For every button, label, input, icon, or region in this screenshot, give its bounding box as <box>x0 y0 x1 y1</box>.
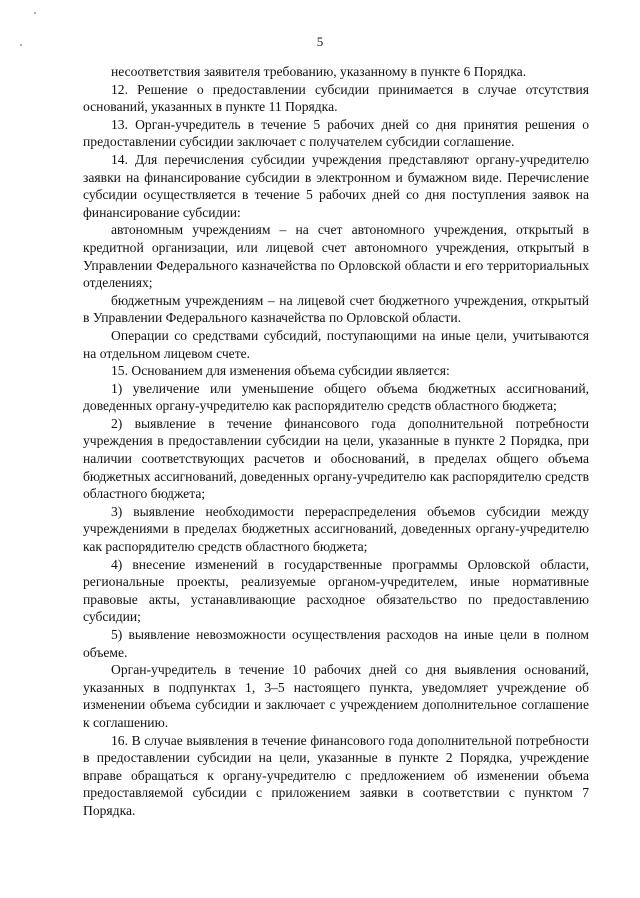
paragraph-item-12: 12. Решение о предоставлении субсидии принимается в случае отсутствия оснований, указанных в пункте 11 Порядка. <box>83 81 589 115</box>
paragraph-subitem-1: 1) увеличение или уменьшение общего объема бюджетных ассигнований, доведенных органу-учредителю как распорядителю средств областного бюджета; <box>83 380 589 414</box>
paragraph-continuation: несоответствия заявителя требованию, указанному в пункте 6 Порядка. <box>111 64 527 79</box>
paragraph-subitem-2: 2) выявление в течение финансового года дополнительной потребности учреждения в предоставлении субсидии на цели, указанные в пункте 2 Порядка, при наличии соответствующих расчетов и обоснований, в пределах общего объема бюджетных ассигнований, доведенных органу-учредителю как распорядителю средств областного бюджета; <box>83 415 589 502</box>
document-body <box>83 63 589 820</box>
paragraph-subitem-4: 4) внесение изменений в государственные программы Орловской области, региональные проекты, реализуемые органом-учредителем, иные нормативные правовые акты, устанавливающие расходное обязательство по предоставлению субсидии; <box>83 556 589 625</box>
paragraph-item-13: 13. Орган-учредитель в течение 5 рабочих дней со дня принятия решения о предоставлении субсидии заключает с получателем субсидии соглашение. <box>83 116 589 150</box>
scan-speck <box>34 12 36 14</box>
paragraph-subitem-5: 5) выявление невозможности осуществления расходов на иные цели в полном объеме. <box>83 627 589 660</box>
paragraph-item-14: 14. Для перечисления субсидии учреждения представляют органу-учредителю заявки на финансирование субсидии в электронном и бумажном виде. Перечисление субсидии осуществляется в течение 5 рабочих дней со дня поступления заявок на финансирование субсидии: <box>83 151 589 220</box>
paragraph-budgetary: бюджетным учреждениям – на лицевой счет бюджетного учреждения, открытый в Управлении Федерального казначейства по Орловской области. <box>83 292 589 326</box>
page-number: 5 <box>316 34 324 49</box>
paragraph-notification: Орган-учредитель в течение 10 рабочих дней со дня выявления оснований, указанных в подпунктах 1, 3–5 настоящего пункта, уведомляет учреждение об изменении объема субсидии и заключает с учреждением дополнительное соглашение к соглашению. <box>83 662 589 730</box>
paragraph-subitem-3: 3) выявление необходимости перераспределения объемов субсидии между учреждениями в пределах бюджетных ассигнований, доведенных органу-учредителю как распорядителю средств областного бюджета; <box>83 503 589 555</box>
paragraph-item-15: 15. Основанием для изменения объема субсидии является: <box>111 363 450 379</box>
paragraph-item-16: 16. В случае выявления в течение финансового года дополнительной потребности в предоставлении субсидии на цели, указанные в пункте 2 Порядка, учреждение вправе обращаться к органу-учредителю с предложением об изменении объема предоставляемой субсидии с приложением заявки в соответствии с пунктом 7 Порядка. <box>83 732 589 818</box>
paragraph-autonomous: автономным учреждениям – на счет автономного учреждения, открытый в кредитной организации, или лицевой счет автономного учреждения, открытый в Управлении Федерального казначейства по Орловской области и его территориальных отделениях; <box>83 222 589 291</box>
paragraph-operations: Операции со средствами субсидий, поступающими на иные цели, учитываются на отдельном лицевом счете. <box>83 327 589 361</box>
